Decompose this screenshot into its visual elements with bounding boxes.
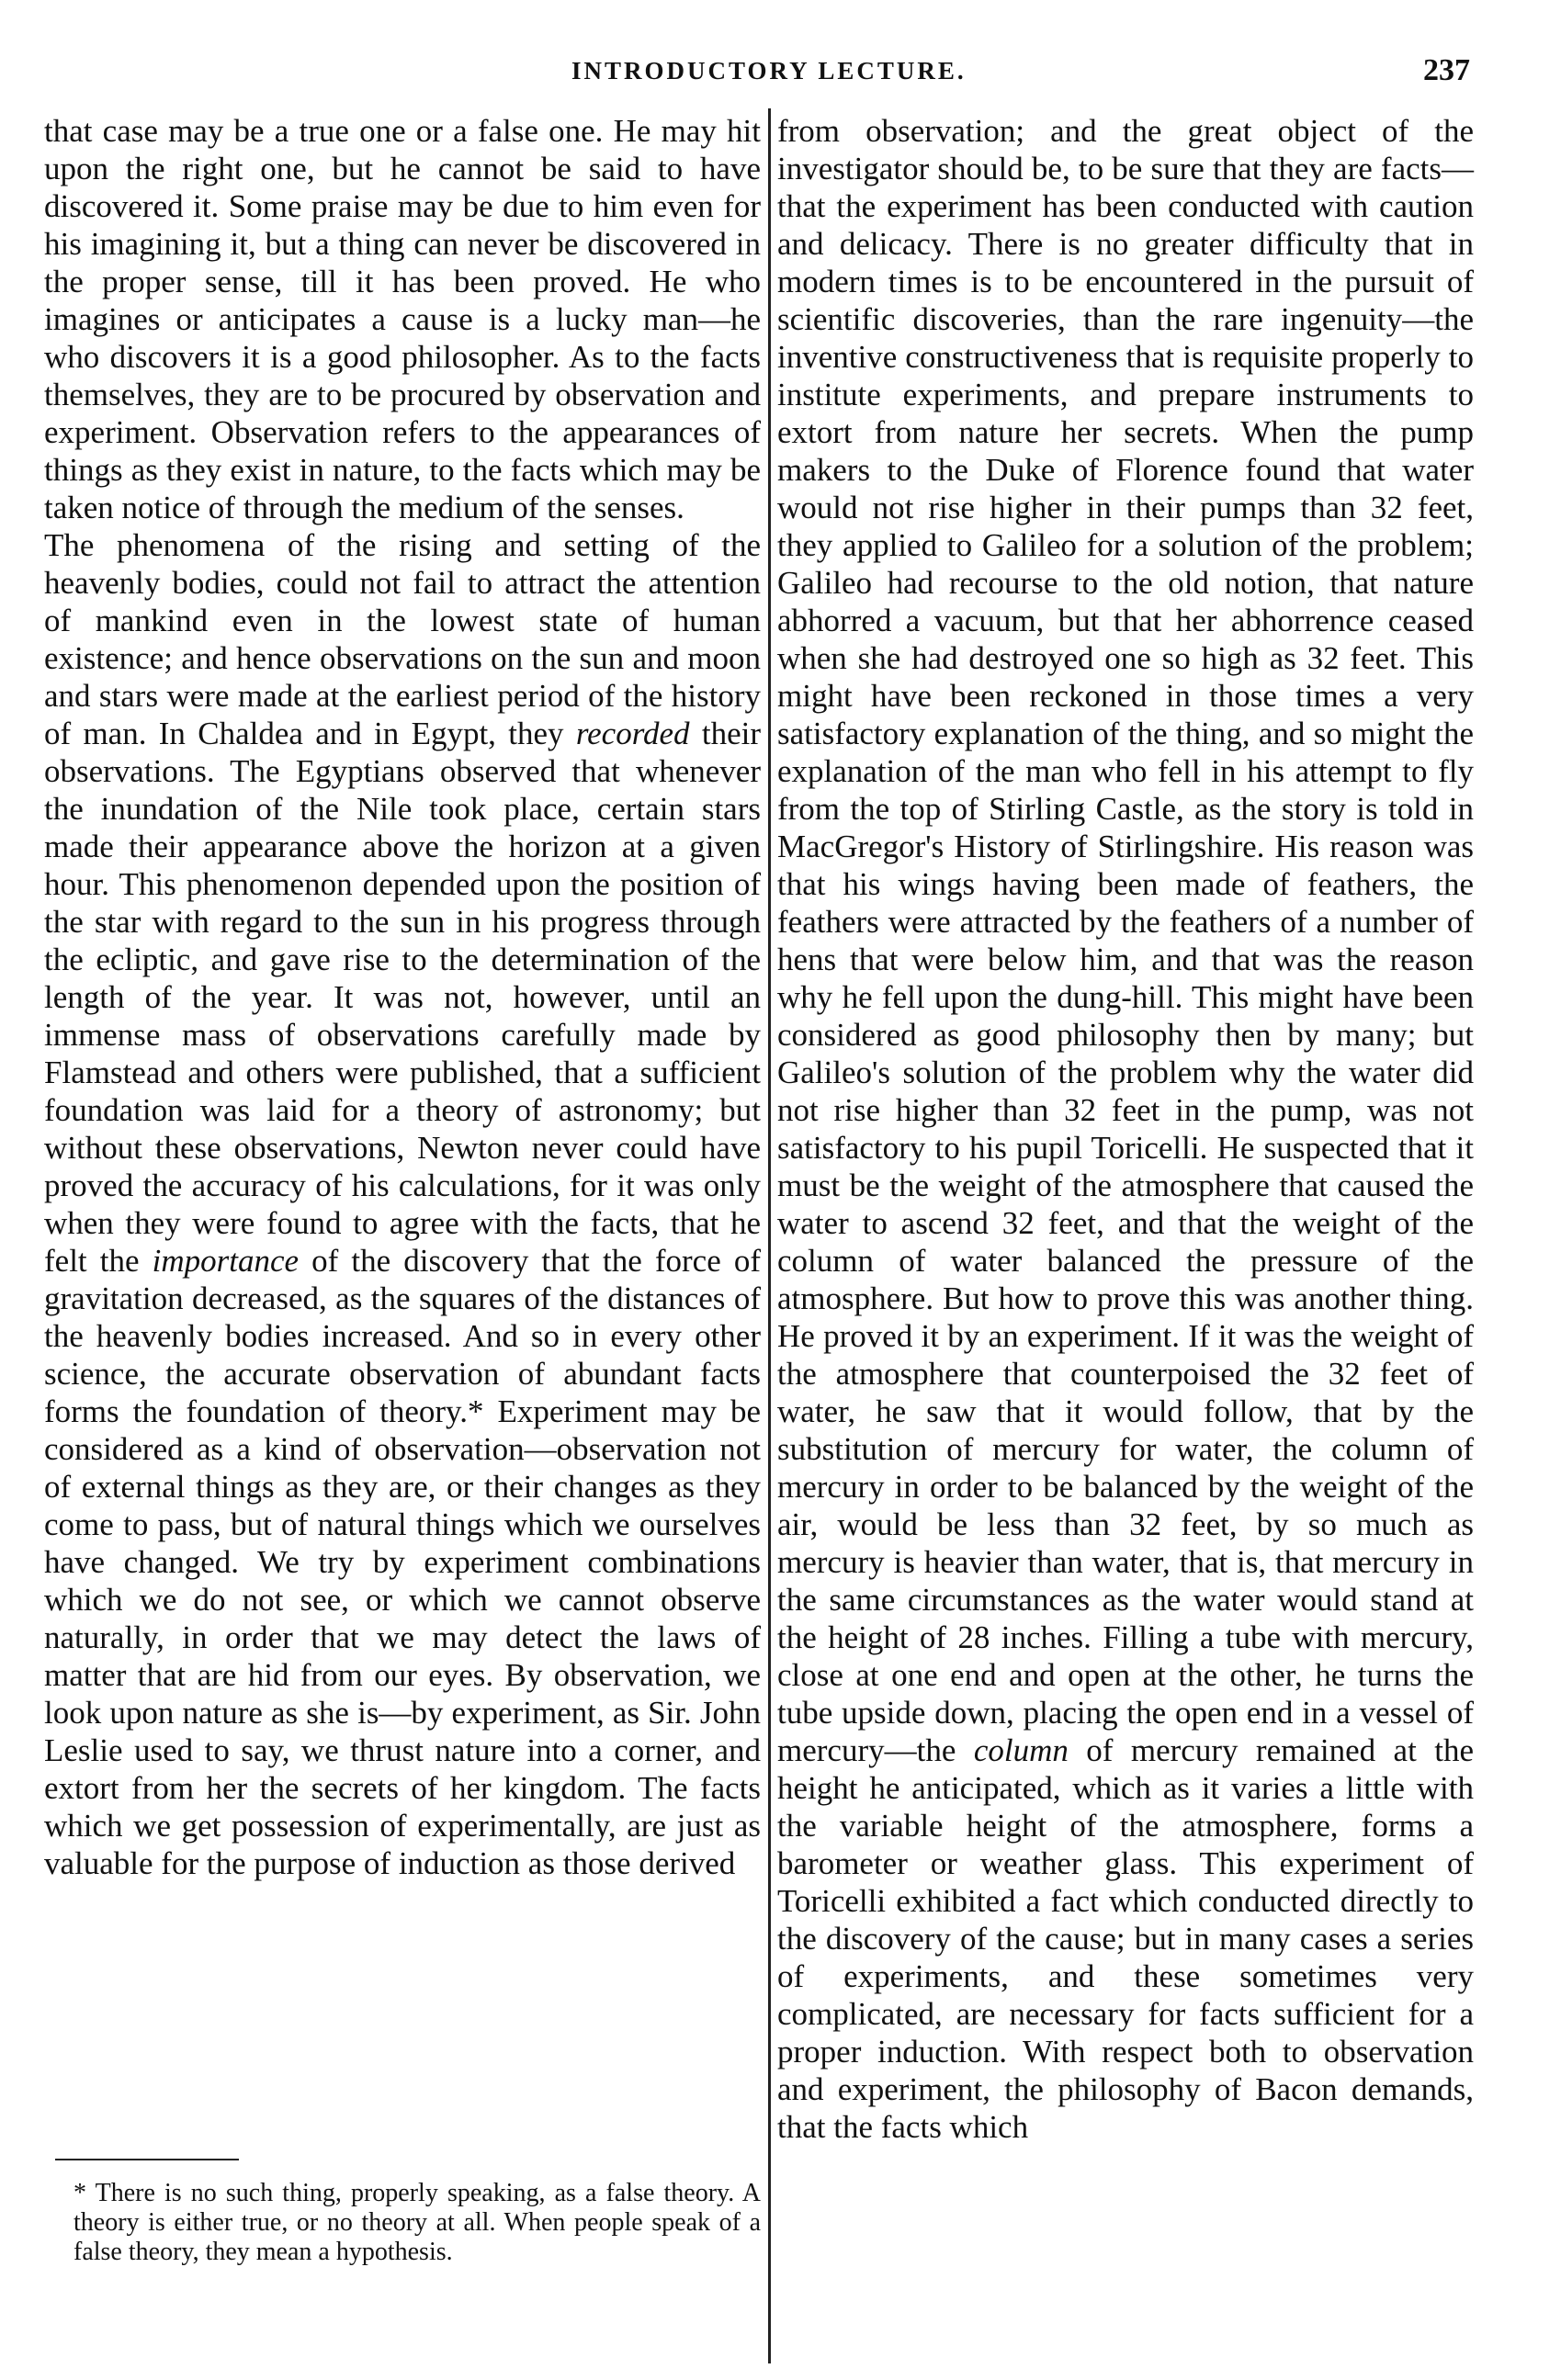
right-paragraph-1-text-a: from observation; and the great object of the investigator should be, to be sure that they are facts—that the experiment has been conducted with caution and delicacy. There is no greater difficulty that in modern times is to be encountered in the pursuit of scientific discoveries, than the rare ingenuity—the inventive constructiveness that is requisite properly to institute experiments, and prepare instruments to extort from nature her secrets. When the pump makers to the Duke of Florence found that water would not rise higher in their pumps than 32 feet, they applied to Galileo for a solution of the problem; Galileo had recourse to the old notion, that nature abhorred a vacuum, but that her abhorrence ceased when she had destroyed one so high as 32 feet. This might have been reckoned in those times a very satisfactory explanation of the thing, and so might the explanation of the man who fell in his attempt to fly from the top of Stirling Castle, as the story is told in MacGregor's History of Stirlingshire. His reason was that his wings having been made of feathers, the feathers were attracted by the feathers of a number of hens that were below him, and that was the reason why he fell upon the dung-hill. This might have been considered as good philosophy then by many; but Galileo's solution of the problem why the water did not rise higher than 32 feet in the pump, was not satisfactory to his pupil Toricelli. He suspected that it must be the weight of the atmosphere that caused the water to ascend 32 feet, and that the weight of the column of water balanced the pressure of the atmosphere. But how to prove this was another thing. He proved it by an experiment. If it was the weight of the atmosphere that counterpoised the 32 feet of water, he saw that it would follow, that by the substitution of mercury for water, the column of mercury in order to be balanced by the weight of the air, would be less than 32 feet, by so much as mercury is heavier than water, that is, that mercury in the same circumstances as the water would stand at the height of 28 inches. Filling a tube with mercury, close at one end and open at the other, he turns the tube upside down, placing the open end in a vessel of mercury—the [777,113,1474,1768]
footnote-rule [55,2159,239,2160]
running-title: INTRODUCTORY LECTURE. [571,57,967,85]
left-paragraph-1 [44,112,761,526]
right-column [777,112,1474,2146]
italic-recorded: recorded [575,716,690,751]
left-paragraph-2-text-a: The phenomena of the rising and setting of the heavenly bodies, could not fail to attract the attention of mankind even in the lowest state of human existence; and hence observations on the sun and moon and stars were made at the earliest period of the history of man. In Chaldea and in Egypt, they [44,527,761,751]
right-paragraph-1-text-b: of mercury remained at the height he anticipated, which as it varies a little with the variable height of the atmosphere, forms a barometer or weather glass. This experiment of Toricelli exhibited a fact which conducted directly to the discovery of the cause; but in many cases a series of experiments, and these sometimes very complicated, are necessary for facts sufficient for a proper induction. With respect both to observation and experiment, the philosophy of Bacon demands, that the facts which [777,1732,1475,2145]
left-paragraph-2 [44,526,761,1882]
footnote: * There is no such thing, properly speaking, as a false theory. A theory is either true, or no theory at all. When people speak of a false theory, they mean a hypothesis. [74,2179,761,2266]
page-number: 237 [1423,53,1470,87]
left-paragraph-2-text-c: of the discovery that the force of gravitation decreased, as the squares of the distances of the heavenly bodies increased. And so in every other science, the accurate observation of abundant facts forms the foundation of theory.* Experiment may be considered as a kind of observation—observation not of external things as they are, or their changes as they come to pass, but of natural things which we ourselves have changed. We try by experiment combinations which we do not see, or which we cannot observe naturally, in order that we may detect the laws of matter that are hid from our eyes. By observation, we look upon nature as she is—by experiment, as Sir. John Leslie used to say, we thrust nature into a corner, and extort from her the secrets of her kingdom. The facts which we get possession of experimentally, are just as valuable for the purpose of induction as those derived [44,1243,762,1881]
left-paragraph-2-text-b: their observations. The Egyptians observed that whenever the inundation of the Nile took place, certain stars made their appearance above the horizon at a given hour. This phenomenon depended upon the position of the star with regard to the sun in his progress through the ecliptic, and gave rise to the determination of the length of the year. It was not, however, until an immense mass of observations carefully made by Flamstead and others were published, that a sufficient foundation was laid for a theory of astronomy; but without these observations, Newton never could have proved the accuracy of his calculations, for it was only when they were found to agree with the facts, that he felt the [44,716,762,1279]
left-column [44,112,761,1882]
left-paragraph-1-text: that case may be a true one or a false one. He may hit upon the right one, but he cannot be said to have discovered it. Some praise may be due to him even for his imagining it, but a thing can never be discovered in the proper sense, till it has been proved. He who imagines or anticipates a cause is a lucky man—he who discovers it is a good philosopher. As to the facts themselves, they are to be procured by observation and experiment. Observation refers to the appearances of things as they exist in nature, to the facts which may be taken notice of through the medium of the senses. [44,113,761,525]
italic-importance: importance [152,1243,300,1279]
page-header [551,53,1470,94]
italic-column: column [973,1732,1069,1768]
right-paragraph-1 [777,112,1474,2146]
column-divider [768,108,771,2363]
